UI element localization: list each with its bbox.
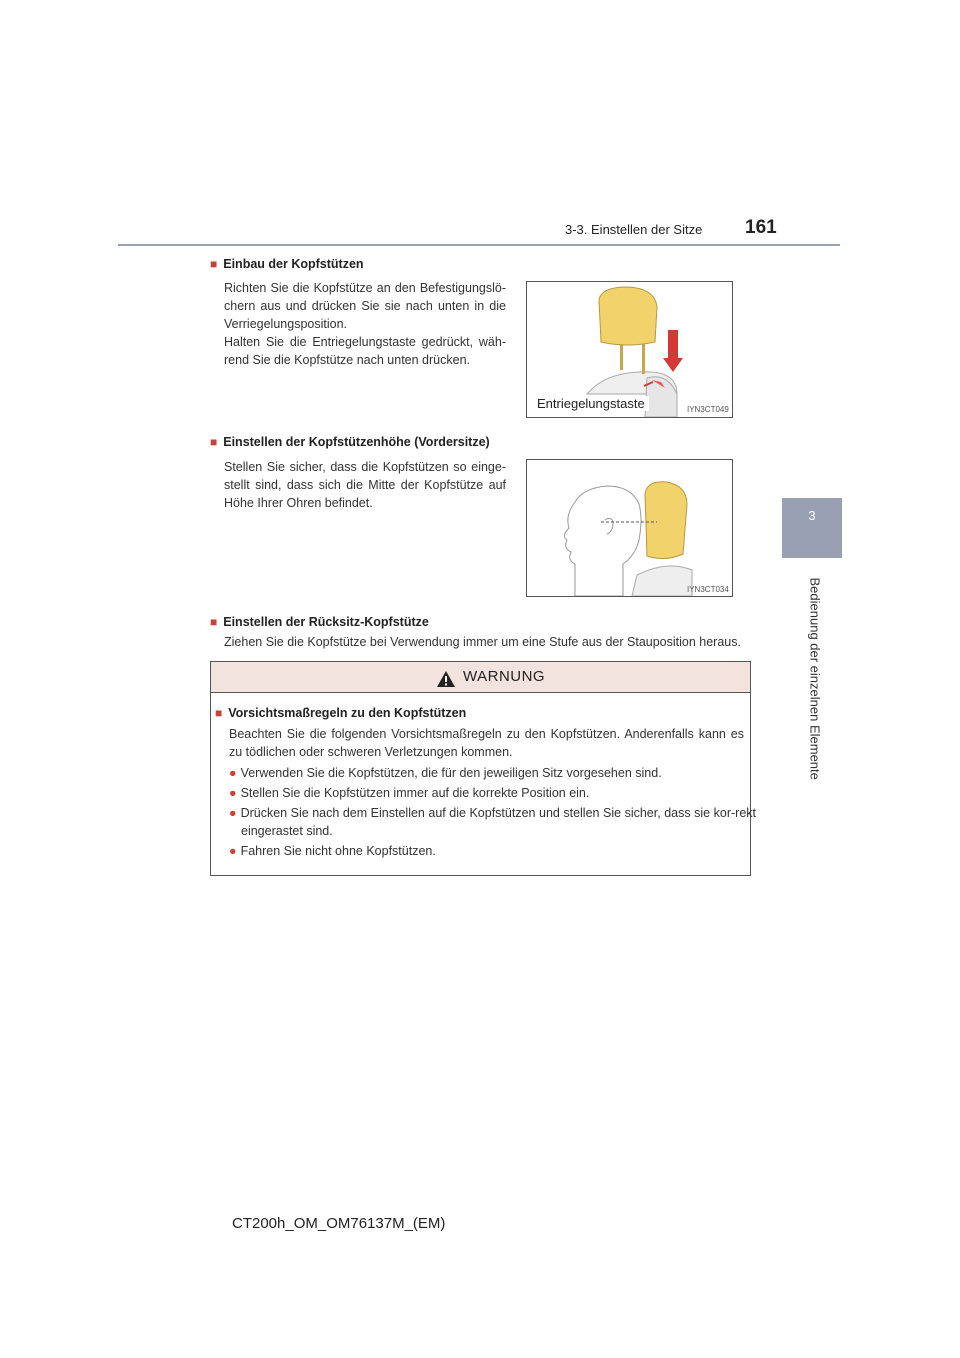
header-rule [118,244,840,246]
figure-headrest-height [526,459,733,597]
circle-bullet-icon: ● [229,766,237,780]
figure-label-release-button: Entriegelungstaste [533,396,649,411]
page-number: 161 [745,217,777,238]
figure-code: IYN3CT034 [687,585,729,594]
circle-bullet-icon: ● [229,806,237,820]
warning-header [211,662,750,693]
section-heading-einbau: ■ Einbau der Kopfstützen [210,257,364,271]
circle-bullet-icon: ● [229,786,237,800]
circle-bullet-icon: ● [229,844,237,858]
chapter-label: Bedienung der einzelnen Elemente [807,577,823,780]
warning-heading: ■ Vorsichtsmaßregeln zu den Kopfstützen [215,706,467,720]
chapter-number: 3 [808,508,816,523]
head-position-illustration [527,460,732,596]
section-title: 3-3. Einstellen der Sitze [565,222,703,237]
document-code: CT200h_OM_OM76137M_(EM) [232,1215,446,1232]
square-bullet-icon: ■ [215,706,223,720]
warning-bullet: ● Verwenden Sie die Kopfstützen, die für den jeweiligen Sitz vorgesehen sind. [229,766,662,780]
warning-bullet: ● Stellen Sie die Kopfstützen immer auf die korrekte Position ein. [229,786,590,800]
figure-code: IYN3CT049 [687,405,729,414]
warning-intro: Beachten Sie die folgenden Vorsichtsmaßregeln zu den Kopfstützen. Anderenfalls kann es zu tödlichen oder schweren Verletzungen kommen. [229,727,744,759]
warning-box [210,661,756,876]
chapter-tab [782,498,842,558]
section-heading-ruecksitz: ■ Einstellen der Rücksitz-Kopfstütze [210,615,429,629]
section-heading-hoehe: ■ Einstellen der Kopfstützenhöhe (Vordersitze) [210,435,490,449]
warning-bullet: ● Drücken Sie nach dem Einstellen auf die Kopfstützen und stellen Sie sicher, dass sie kor-rekt eingerastet sind. [229,806,756,838]
paragraph-ruecksitz: Ziehen Sie die Kopfstütze bei Verwendung immer um eine Stufe aus der Stauposition heraus. [224,635,741,649]
square-bullet-icon: ■ [210,257,218,271]
warning-title: WARNUNG [463,668,546,685]
paragraph-hoehe: Stellen Sie sicher, dass die Kopfstützen so einge-stellt sind, dass sich die Mitte der Kopfstütze auf Höhe Ihrer Ohren befindet. [224,460,506,510]
figure-headrest-install [526,281,733,418]
warning-bullet: ● Fahren Sie nicht ohne Kopfstützen. [229,844,436,858]
paragraph-einbau-2: Halten Sie die Entriegelungstaste gedrückt, wäh-rend Sie die Kopfstütze nach unten drücken. [224,335,506,367]
square-bullet-icon: ■ [210,615,218,629]
paragraph-einbau-1: Richten Sie die Kopfstütze an den Befestigungslö-chern aus und drücken Sie sie nach unten in die Verriegelungsposition. [224,281,506,331]
warning-triangle-icon [436,670,456,688]
square-bullet-icon: ■ [210,435,218,449]
